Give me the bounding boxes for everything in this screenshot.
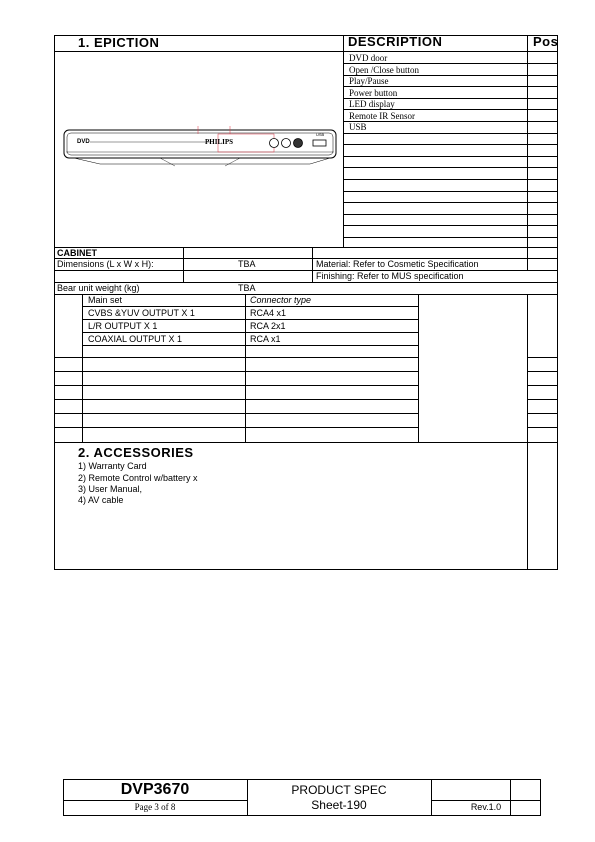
usb-port-icon: [313, 140, 326, 146]
usb-label: USB: [316, 132, 325, 137]
accessory-item: 2) Remote Control w/battery x: [78, 473, 198, 483]
sheet-number: Sheet-190: [311, 798, 367, 812]
accessory-item: 4) AV cable: [78, 495, 124, 505]
description-item: USB: [349, 122, 367, 132]
material-note: Material: Refer to Cosmetic Specification: [316, 259, 479, 269]
description-item: Play/Pause: [349, 76, 389, 86]
description-item: Power button: [349, 88, 398, 98]
description-item: DVD door: [349, 53, 388, 63]
grid-line: [343, 179, 558, 180]
page-number: Page 3 of 8: [134, 802, 176, 812]
power-button-icon: [294, 139, 303, 148]
play-pause-button-icon: [282, 139, 291, 148]
grid-line: [343, 156, 558, 157]
pos-title: Pos: [533, 34, 559, 49]
connector-type-header: Connector type: [250, 295, 312, 305]
accessory-item: 3) User Manual,: [78, 484, 143, 494]
dvd-logo: DVD: [77, 139, 90, 145]
grid-line: [54, 427, 418, 428]
connector-name: L/R OUTPUT X 1: [88, 321, 158, 331]
grid-line: [343, 191, 558, 192]
grid-line: [527, 371, 558, 372]
grid-line: [54, 399, 418, 400]
weight-value: TBA: [238, 283, 256, 293]
grid-line: [82, 319, 418, 320]
grid-line: [343, 225, 558, 226]
grid-line: [343, 202, 558, 203]
description-item: LED display: [349, 99, 395, 109]
grid-line: [343, 133, 558, 134]
grid-line: [527, 427, 558, 428]
grid-line: [527, 413, 558, 414]
brand-label: PHILIPS: [205, 138, 234, 146]
connector-name: COAXIAL OUTPUT X 1: [88, 334, 183, 344]
grid-line: [54, 371, 418, 372]
connector-type: RCA4 x1: [250, 308, 287, 318]
description-item: Remote IR Sensor: [349, 111, 415, 121]
grid-line: [82, 332, 418, 333]
main-set-header: Main set: [88, 295, 123, 305]
grid-line: [82, 345, 418, 346]
spec-title: PRODUCT SPEC: [291, 783, 387, 797]
connector-type: RCA x1: [250, 334, 281, 344]
dvd-player-drawing: [60, 122, 340, 170]
model-number: DVP3670: [120, 781, 190, 798]
finishing-note: Finishing: Refer to MUS specification: [316, 271, 464, 281]
grid-line: [343, 167, 558, 168]
dimensions-label: Dimensions (L x W x H):: [57, 259, 154, 269]
grid-line: [82, 306, 418, 307]
accessory-item: 1) Warranty Card: [78, 461, 147, 471]
grid-line: [54, 385, 418, 386]
grid-line: [54, 413, 418, 414]
depiction-title: 1. EPICTION: [78, 35, 160, 50]
cabinet-title: CABINET: [57, 248, 97, 258]
dimensions-value: TBA: [238, 259, 256, 269]
description-title: DESCRIPTION: [348, 34, 443, 49]
grid-line: [527, 357, 558, 358]
grid-line: [343, 237, 558, 238]
accessories-title: 2. ACCESSORIES: [78, 445, 194, 460]
open-close-button-icon: [270, 139, 279, 148]
weight-label: Bear unit weight (kg): [57, 283, 140, 293]
grid-line: [527, 385, 558, 386]
connector-type: RCA 2x1: [250, 321, 286, 331]
revision: Rev.1.0: [470, 802, 502, 812]
grid-line: [343, 144, 558, 145]
connector-name: CVBS &YUV OUTPUT X 1: [88, 308, 195, 318]
description-item: Open /Close button: [349, 65, 419, 75]
grid-line: [527, 399, 558, 400]
grid-line: [343, 214, 558, 215]
grid-line: [54, 357, 418, 358]
